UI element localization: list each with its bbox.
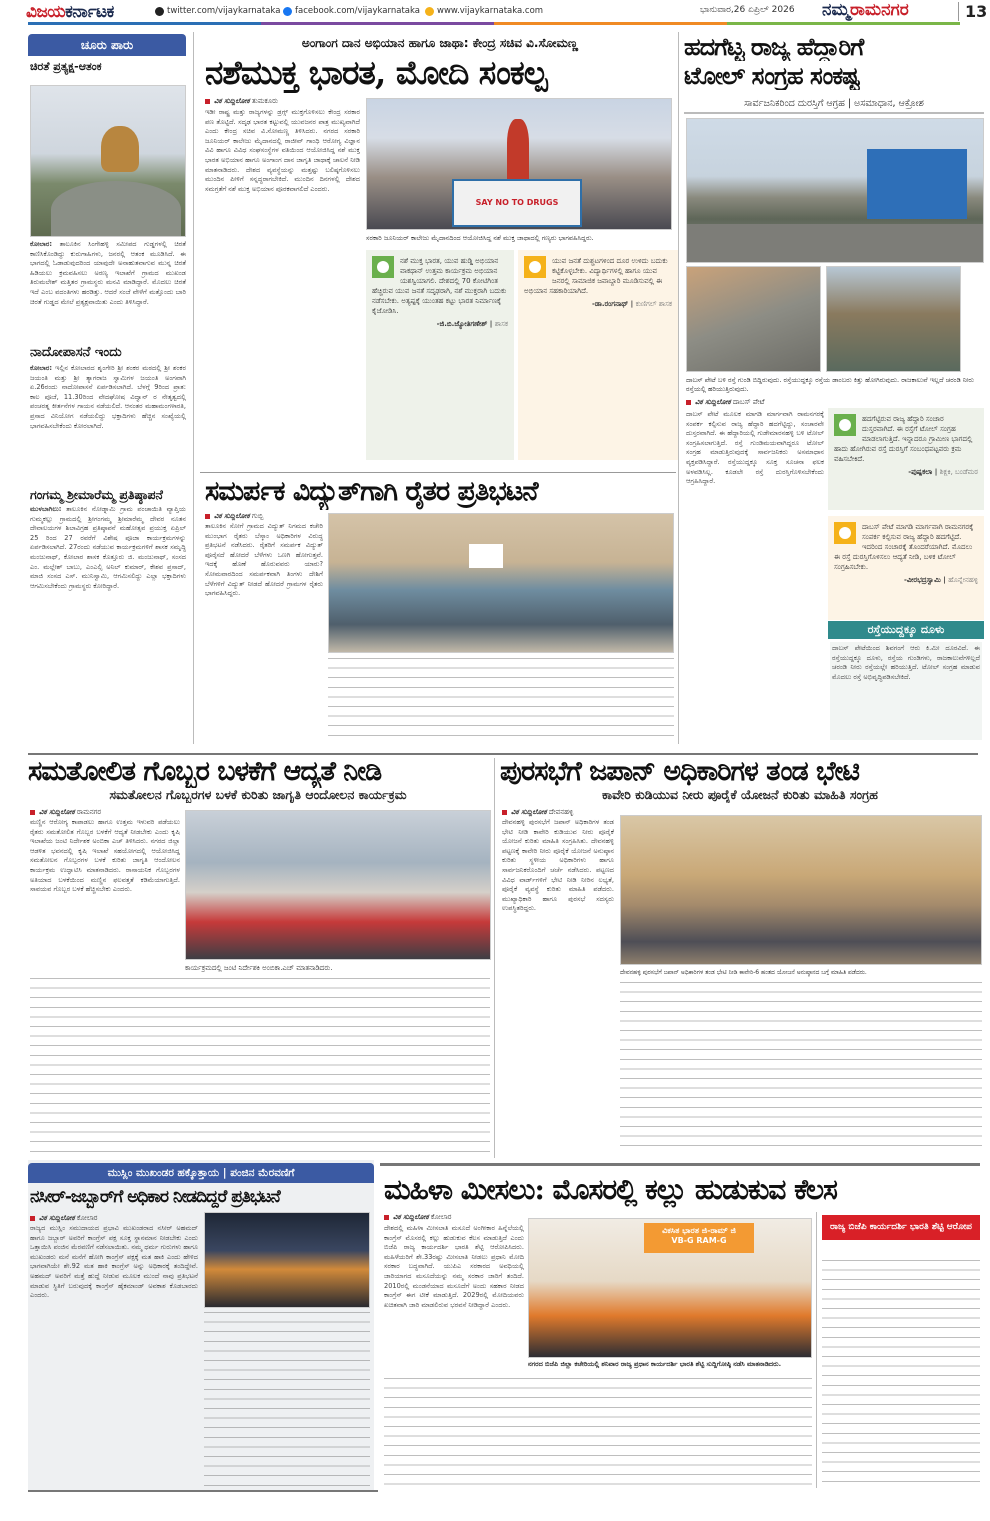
toll-headline-line2[interactable]: ಟೋಲ್ ಸಂಗ್ರಹ ಸಂಕಷ್ಟ <box>684 61 860 90</box>
website-url: www.vijaykarnataka.com <box>437 6 544 16</box>
divider <box>684 112 984 114</box>
byline-source: ವಿಕ ಸುದ್ದಿಲೋಕ <box>39 808 75 816</box>
road <box>687 224 984 263</box>
quote-icon <box>834 414 856 436</box>
section-divider <box>380 1163 980 1166</box>
press-meet-caption: ನಗರದ ಬಿಜೆಪಿ ಜಿಲ್ಲಾ ಕಚೇರಿಯಲ್ಲಿ ಶನಿವಾರ ರಾಜ್ಯ ಪ್ರಧಾನ ಕಾರ್ಯದರ್ಶಿ ಭಾರತಿ ಶೆಟ್ಟಿ ಸುದ್ದಿಗೋಷ್ಠಿ ನಡೆಸಿ ಮಾತನಾಡಿದರು. <box>528 1360 782 1368</box>
nadopasane-text: ಇಲ್ಲಿನ ಕೋಲಾರದ ಶೃಂಗೇರಿ ಶ್ರೀ ಶಂಕರ ಮಠದಲ್ಲಿ ಶ್ರೀ ಶಂಕರ ಜಯಂತಿ ಮತ್ತು ಶ್ರೀ ತ್ಯಾಗರಾಜ ಸ್ವಾಮಿಗಳ ಜಯಂತಿ ಅಂಗವಾಗಿ ಏ.26ರಂದು ನಾದೋಪಾಸನೆ ಏರ್ಪಡಿಸಲಾಗಿದೆ. ಬೆಳಗ್ಗೆ 9ರಿಂದ ಪ್ರಾತ: ಕಾಲ ಪೂಜೆ, 11.30ರಿಂದ ವೇದಘೋಷ ವಿದ್ವಾನ್ ರ ನೇತೃತ್ವದಲ್ಲಿ ಪಂಚರತ್ನ ಕೀರ್ತನೆಗಳ ಗಾಯನ ನಡೆಯಲಿದೆ. ಆನಂತರ ಮಹಾಮಂಗಳಾರತಿ, ಪ್ರಸಾದ ವಿನಿಯೋಗ ನಡೆಯಲಿದ್ದು ಭಕ್ತಾದಿಗಳು ಹೆಚ್ಚಿನ ಸಂಖ್ಯೆಯಲ್ಲಿ ಭಾಗವಹಿಸಬೇಕೆಂದು ಕೋರಲಾಗಿದೆ. <box>30 364 186 430</box>
toll-quote-box-2 <box>828 516 984 620</box>
quote1-author: -ಜಿ.ಬಿ.ಜ್ಯೋತಿಗಣೇಶ್ | ಶಾಸಕ <box>436 320 508 328</box>
toll-byline <box>686 398 764 407</box>
japan-subhead: ಕಾವೇರಿ ಕುಡಿಯುವ ನೀರು ಪೂರೈಕೆ ಯೋಜನೆ ಕುರಿತು ಮಾಹಿತಿ ಸಂಗ್ರಹ <box>602 787 878 802</box>
divider <box>200 472 676 473</box>
quote-icon <box>834 522 856 544</box>
rule-green <box>727 22 960 25</box>
press-meet-photo[interactable] <box>528 1218 812 1358</box>
toll-photo-truck[interactable] <box>686 118 984 263</box>
masthead <box>0 0 990 26</box>
farmers-byline <box>205 512 263 521</box>
lead-photo[interactable] <box>366 98 672 230</box>
nadopasane-body <box>30 364 186 488</box>
toll-body: ದಾಬಸ್ ಪೇಟೆ ಮೂಲಕ ಮಾಗಡಿ ಮಾರ್ಗವಾಗಿ ರಾಮನಗರಕ್ಕೆ ಸಂಪರ್ಕ ಕಲ್ಪಿಸುವ ರಾಜ್ಯ ಹೆದ್ದಾರಿ ಹದಗೆಟ್ಟಿದ್ದು, ಸಂಚಾರವೇ ದುಸ್ತರವಾಗಿದೆ. ಈ ಹೆದ್ದಾರಿಯಲ್ಲಿ ಗುಡೇಮಾರನಹಳ್ಳಿ ಬಳಿ ಟೋಲ್ ಸಂಗ್ರಹಿಸಲಾಗುತ್ತಿದೆ. ರಸ್ತೆ ಗುಂಡಿಮಯವಾಗಿದ್ದರೂ ಟೋಲ್ ಸಂಗ್ರಹ ಮಾಡುತ್ತಿರುವುದಕ್ಕೆ ಸಾರ್ವಜನಿಕರು ಅಸಮಾಧಾನ ವ್ಯಕ್ತಪಡಿಸಿದ್ದಾರೆ. ರಸ್ತೆಯುದ್ದಕ್ಕೂ ಸೂಕ್ತ ಸೂಚನಾ ಫಲಕ ಅಳವಡಿಸಿಲ್ಲ. ಕೂಡಲೇ ರಸ್ತೆ ದುರಸ್ತಿಗೊಳಿಸಬೇಕೆಂದು ಆಗ್ರಹಿಸಿದ್ದಾರೆ. <box>686 410 824 486</box>
edition-name <box>822 0 909 20</box>
quote2-author-name: -ಡಾ.ರಂಗನಾಥ್ <box>591 300 629 308</box>
protest-banner: ಮುಸ್ಲಿಂ ಮುಖಂಡರ ಹಕ್ಕೊತ್ತಾಯ | ಪಂಜಿನ ಮೆರವಣಿಗೆ <box>28 1163 374 1183</box>
viksit-bharat-banner <box>644 1223 754 1253</box>
leopard-text: ತಾಲೂಕಿನ ಸಿಂಗೇಹಳ್ಳಿ ಸಮೀಪದ ಗುಡ್ಡಗಳಲ್ಲಿ ಚಿರತೆ ಕಾಣಿಸಿಕೊಂಡಿದ್ದು ಕುರುಗಾಹಿಗಳು, ಜನರಲ್ಲಿ ಆತಂಕ ಮೂಡಿಸಿದೆ. ಈ ಭಾಗದಲ್ಲಿ ಓಡಾಡುವುದರಿಂದ ಯಾವುದೇ ಅನಾಹುತವಾಗುವ ಮುನ್ನ ಚಿರತೆ ಹಿಡಿಯಲು ಕ್ರಮವಹಿಸಲು ಅರಣ್ಯ ಇಲಾಖೆಗೆ ಗ್ರಾಮದ ಮುಖಂಡ ತಿರುಮಲೇಶ್ ಮತ್ತಿತರ ಗ್ರಾಮಸ್ಥರು ಮನವಿ ಮಾಡಿದ್ದಾರೆ. ಮೊದಲು ಚಿರತೆ ಇದೆ ಎಂಬ ವದಂತಿಗಳು ಹರಡಿತ್ತು. ಆದರೆ ಸಂಜೆ ವೇಳೆಗೆ ಮತ್ತೊಂದು ಬಾರಿ ಚಿರತೆ ಗುಡ್ಡದ ಮೇಲೆ ಪ್ರತ್ಯಕ್ಷವಾಯಿತು ಎಂದು ತಿಳಿಸಿದ್ದಾರೆ. <box>30 240 186 306</box>
japan-body-continued <box>620 982 982 1154</box>
byline-place: ಕೋಲಾರ <box>430 1213 452 1221</box>
toll-photo-road[interactable] <box>686 266 821 372</box>
column-divider <box>494 758 495 1158</box>
gangamma-dateline: ಮುಳಬಾಗಿಲು: <box>30 505 62 513</box>
rule-orange <box>494 22 727 25</box>
section-divider <box>28 753 978 755</box>
manure-photo-caption: ಕಾರ್ಯಕ್ರಮದಲ್ಲಿ ಜಂಟಿ ನಿರ್ದೇಶಕಿ ಅಂಬಿಕಾ.ಎಚ್ ಮಾತನಾಡಿದರು. <box>185 964 333 972</box>
rule-blue <box>28 22 261 25</box>
newspaper-logo[interactable] <box>26 2 114 22</box>
lead-body: ಇಡೀ ರಾಷ್ಟ್ರ ಮತ್ತು ರಾಜ್ಯಗಳನ್ನು ಡ್ರಗ್ಸ್ ಮುಕ್ತಗೊಳಿಸಲು ಕೇಂದ್ರ ಸರಕಾರ ಪಣ ತೊಟ್ಟಿದೆ. ಸದೃಢ ಭಾರತ ಕಟ್ಟುವಲ್ಲಿ ಯುವಜನರ ಪಾತ್ರ ಮುಖ್ಯವಾಗಿದೆ ಎಂದು ಕೇಂದ್ರ ಸಚಿವ ವಿ.ಸೋಮಣ್ಣ ತಿಳಿಸಿದರು. ನಗರದ ಸರಕಾರಿ ಜೂನಿಯರ್ ಕಾಲೇಜು ಮೈದಾನದಲ್ಲಿ ರಾಜೀವ್ ಗಾಂಧಿ ಆರೋಗ್ಯ ವಿಜ್ಞಾನ ವಿವಿ ಹಾಗೂ ವಿವಿಧ ಸಂಘಸಂಸ್ಥೆಗಳ ವತಿಯಿಂದ ಆಯೋಜಿಸಿದ್ದ ನಶೆ ಮುಕ್ತ ಭಾರತ ಅಭಿಯಾನ ಹಾಗೂ ಅಂಗಾಂಗ ದಾನ ಜಾಗೃತಿ ಜಾಥಾಕ್ಕೆ ಚಾಲನೆ ನೀಡಿ ಮಾತನಾಡಿದರು. ದೇಶದ ವ್ಯವಸ್ಥೆಯನ್ನು ಮತ್ತಷ್ಟು ಬಲಿಷ್ಠಗೊಳಿಸಲು ಮುಂದಿನ ಪೀಳಿಗೆ ಸನ್ನದ್ಧರಾಗಬೇಕಿದೆ. ಮುಂದಿನ ದಿನಗಳಲ್ಲಿ ದೇಶದ ಸಮಗ್ರತೆಗೆ ನಶೆ ಮುಕ್ತ ಅಭಿಯಾನ ಪೂರಕವಾಗಲಿದೆ ಎಂದರು. <box>205 108 360 193</box>
saffron-figure <box>507 119 529 179</box>
protest-body: ರಾಜ್ಯದ ಮುಸ್ಲಿಂ ಸಮುದಾಯದ ಪ್ರಭಾವಿ ಮುಖಂಡರಾದ ನಸೀರ್ ಅಹಮದ್ ಹಾಗೂ ಜಬ್ಬಾರ್ ಅವರಿಗೆ ಕಾಂಗ್ರೆಸ್ ಪಕ್ಷ ಸೂಕ್ತ ಸ್ಥಾನಮಾನ ನೀಡಬೇಕು ಎಂದು ಒತ್ತಾಯಿಸಿ ಪಂಜಿನ ಮೆರವಣಿಗೆ ನಡೆಸಲಾಯಿತು. ನಮ್ಮ ಧರ್ಮ ಗುರುಗಳು ಹಾಗೂ ಮುಖಂಡರು ಮನೆ ಮನೆಗೆ ಹೋಗಿ ಕಾಂಗ್ರೆಸ್ ಪಕ್ಷಕ್ಕೆ ಮತ ಹಾಕಿ ಎಂದು ಹೇಳಿದ ಭಾಗವಾಗಿಯೇ ಶೇ.92 ಮತ ಹಾಕಿ ಕಾಂಗ್ರೆಸ್ ಅನ್ನು ಅಧಿಕಾರಕ್ಕೆ ತಂದಿದ್ದೇವೆ. ಅಹಮದ್ ಅವರಿಗೆ ಮತ್ತೆ ಹುದ್ದೆ ನೀಡುವ ಮೂಲಕ ಮುಂದೆ ನಾವು ಪ್ರತಿಭಟನೆ ಮಾಡುವ ಸ್ಥಿತಿಗೆ ಬರುವುದಕ್ಕೆ ಕಾಂಗ್ರೆಸ್ ಹೈಕಮಾಂಡ್ ಅವಕಾಶ ಕೊಡಬಾರದು ಎಂದರು. <box>30 1224 198 1300</box>
byline-source: ವಿಕ ಸುದ್ದಿಲೋಕ <box>39 1214 75 1222</box>
column-divider <box>193 32 194 744</box>
toll-quote1-text: ಹದಗೆಟ್ಟಿರುವ ರಾಜ್ಯ ಹೆದ್ದಾರಿ ಸಂಚಾರ ದುಸ್ತರವಾಗಿದೆ. ಈ ರಸ್ತೆಗೆ ಟೋಲ್ ಸಂಗ್ರಹ ಮಾಡಲಾಗುತ್ತಿದೆ. ಇನ್ನಾದರೂ ಗ್ರಾಮೀಣ ಭಾಗದಲ್ಲಿ ಹಾದು ಹೋಗಿರುವ ರಸ್ತೆ ದುರಸ್ತಿಗೆ ಸಂಬಂಧಪಟ್ಟವರು ಕ್ರಮ ವಹಿಸಬೇಕಿದೆ. <box>834 415 973 463</box>
byline-source: ವಿಕ ಸುದ್ದಿಲೋಕ <box>214 512 250 520</box>
quote-icon <box>524 256 546 278</box>
quote2-author-role: ಕುಣಿಗಲ್ ಶಾಸಕ <box>635 300 672 308</box>
toll-quote2-author-role: ಹೊನ್ನೇನಹಳ್ಳಿ <box>948 576 978 584</box>
twitter-icon <box>155 7 164 16</box>
toll-quote1-author-name: -ಪುಷ್ಪಕಲಾ <box>908 468 933 476</box>
lead-photo-caption: ಸರಕಾರಿ ಜೂನಿಯರ್ ಕಾಲೇಜು ಮೈದಾನದಿಂದ ಆಯೋಜಿಸಿದ್ದ ನಶೆ ಮುಕ್ತ ಜಾಥಾದಲ್ಲಿ ಗಣ್ಯರು ಭಾಗವಹಿಸಿದ್ದರು. <box>366 234 594 242</box>
toll-quote2-author-name: -ವೀರಭದ್ರಸ್ವಾಮಿ <box>903 576 941 584</box>
nadopasane-headline[interactable]: ನಾದೋಪಾಸನೆ ಇಂದು <box>30 345 122 360</box>
protest-headline[interactable]: ನಸೀರ್-ಜಬ್ಬಾರ್‌ಗೆ ಅಧಿಕಾರ ನೀಡದಿದ್ದರೆ ಪ್ರತಿಭಟನೆ <box>30 1187 280 1207</box>
byline-source: ವಿಕ ಸುದ್ದಿಲೋಕ <box>393 1213 429 1221</box>
memorandum-paper <box>469 544 503 568</box>
edition-part2: ರಾಮನಗರ <box>849 0 909 20</box>
accusation-red-box: ರಾಜ್ಯ ಬಿಜೆಪಿ ಕಾರ್ಯದರ್ಶಿ ಭಾರತಿ ಶೆಟ್ಟಿ ಆರೋಪ <box>822 1215 980 1240</box>
toll-photo-caption: ದಾಬಸ್ ಪೇಟೆ ಬಳಿ ರಸ್ತೆ ಗುಂಡಿ ಬಿದ್ದಿರುವುದು. ರಸ್ತೆಯುದ್ದಕ್ಕೂ ರಸ್ತೆಯ ಡಾಂಬರು ಕಿತ್ತು ಹೋಗಿರುವುದು. ರಾಜಕಾಲುವೆ ಇಲ್ಲದೆ ಚರಂಡಿ ನೀರು ರಸ್ತೆಯಲ್ಲಿ ಹರಿಯುತ್ತಿರುವುದು. <box>686 376 975 393</box>
japan-headline[interactable]: ಪುರಸಭೆಗೆ ಜಪಾನ್ ಅಧಿಕಾರಿಗಳ ತಂಡ ಭೇಟಿ <box>500 756 859 787</box>
nadopasane-dateline: ಕೋಲಾರ: <box>30 364 53 372</box>
byline-source: ವಿಕ ಸುದ್ದಿಲೋಕ <box>695 398 731 406</box>
toll-photo-drain[interactable] <box>826 266 961 372</box>
farmers-headline[interactable]: ಸಮರ್ಪಕ ವಿದ್ಯುತ್‌ಗಾಗಿ ರೈತರ ಪ್ರತಿಭಟನೆ <box>205 476 538 507</box>
facebook-link[interactable] <box>283 6 420 16</box>
dust-box-title: ರಸ್ತೆಯುದ್ದಕ್ಕೂ ದೂಳು <box>828 621 984 639</box>
logo-part2: ಕರ್ನಾಟಕ <box>65 2 114 22</box>
quote-icon <box>372 256 394 278</box>
women-byline <box>384 1213 452 1222</box>
truck <box>867 149 967 219</box>
rule-purple <box>261 22 494 25</box>
lead-byline <box>205 97 278 106</box>
section-banner-churu-paru: ಚೂರು ಪಾರು <box>28 34 186 56</box>
women-sidebar-text <box>822 1260 980 1488</box>
lead-kicker: ಅಂಗಾಂಗ ದಾನ ಅಭಿಯಾನ ಹಾಗೂ ಜಾಥಾ: ಕೇಂದ್ರ ಸಚಿವ ವಿ.ಸೋಮಣ್ಣ <box>301 36 579 50</box>
women-body: ದೇಶದಲ್ಲಿ ಮಹಿಳಾ ಮೀಸಲಾತಿ ಮಸೂದೆ ಅಂಗೀಕಾರ ಹಿನ್ನೆಲೆಯಲ್ಲಿ ಕಾಂಗ್ರೆಸ್ ಮೊಸರಲ್ಲಿ ಕಲ್ಲು ಹುಡುಕುವ ಕೆಲಸ ಮಾಡುತ್ತಿದೆ ಎಂದು ಬಿಜೆಪಿ ರಾಜ್ಯ ಕಾರ್ಯದರ್ಶಿ ಭಾರತಿ ಶೆಟ್ಟಿ ಆರೋಪಿಸಿದರು. ಮಹಿಳೆಯರಿಗೆ ಶೇ.33ರಷ್ಟು ಮೀಸಲಾತಿ ನೀಡಲು ಪ್ರಧಾನಿ ಮೋದಿ ಸರಕಾರ ಬದ್ಧವಾಗಿದೆ. ಯುಪಿಎ ಸರಕಾರದ ಅವಧಿಯಲ್ಲಿ ಜಾರಿಯಾಗದ ಮಸೂದೆಯನ್ನು ನಮ್ಮ ಸರಕಾರ ಜಾರಿಗೆ ತಂದಿದೆ. 2010ರಲ್ಲಿ ಮಂಡನೆಯಾದ ಮಸೂದೆಗೆ ಅಂದು ಸಹಕಾರ ನೀಡದ ಕಾಂಗ್ರೆಸ್ ಈಗ ಟೀಕೆ ಮಾಡುತ್ತಿದೆ. 2029ರಲ್ಲಿ ಮೋದಿಯವರು ಖಚಿತವಾಗಿ ಜಾರಿ ಮಾಡಲಿರುವ ಭರವಸೆ ನೀಡಿದ್ದಾರೆ ಎಂದರು. <box>384 1224 524 1309</box>
viksit-bharat-kannada: ವಿಕಸಿತ ಭಾರತ ಜಿ-ರಾಮ್ ಜಿ <box>662 1226 736 1235</box>
dust-box-body: ದಾಬಸ್ ಪೇಟೆಯಿಂದ ಶಿವಗಂಗೆ ಆರು ಕಿ.ಮೀ ದೂರವಿದೆ. ಈ ರಸ್ತೆಯುದ್ದಕ್ಕೂ ದೂಳು, ರಸ್ತೆಯ ಗುಂಡಿಗಳು, ರಾಜಕಾಲುವೆಗಳಿಲ್ಲದೆ ಚರಂಡಿ ನೀರು ರಸ್ತೆಯಲ್ಲೇ ಹರಿಯುತ್ತಿದೆ. ಟೋಲ್ ಸಂಗ್ರಹ ಮಾಡುವ ಮೊದಲು ರಸ್ತೆ ಅಭಿವೃದ್ಧಿಪಡಿಸಬೇಕಿದೆ. <box>830 642 982 740</box>
rock <box>51 181 181 237</box>
quote1-text: ನಶೆ ಮುಕ್ತ ಭಾರತ, ಯುವ ಹುಡ್ಡಿ ಅಭಿಯಾನ ವಾಕಥಾನ್ ಉತ್ತಮ ಕಾರ್ಯಕ್ರಮ ಅಭಿಯಾನ ಯಶಸ್ವಿಯಾಗಲಿ. ದೇಶದಲ್ಲಿ 70 ಕೋಟಿಗಿಂತ ಹೆಚ್ಚಿರುವ ಯುವ ಜನತೆ ಸದೃಢರಾಗಿ, ನಶೆ ಮುಕ್ತರಾಗಿ ಬದುಕು ನಡೆಸಬೇಕು. ಅತ್ಯಷ್ಟಕ್ಕೆ ಯುಂತಹ ಕಟ್ಟು ಭಾರತ ನಿರ್ಮಾಣಕ್ಕೆ ಕೈಜೋಡಿಸಿ. <box>372 257 507 315</box>
toll-quote1-author: -ಪುಷ್ಪಕಲಾ | ಶಿಕ್ಷಕಿ, ಬಂಡೆಮಠ <box>908 468 978 476</box>
byline-place: ಕೋಲಾರ <box>76 1214 98 1222</box>
byline-source: ವಿಕ ಸುದ್ದಿಲೋಕ <box>214 97 250 105</box>
byline-place: ತುಮಕೂರು <box>251 97 279 105</box>
farmers-photo[interactable] <box>328 513 674 653</box>
viksit-bharat-english: VB-G RAM-G <box>671 1236 727 1245</box>
farmers-body: ತಾಲೂಕಿನ ಸೋಗೆ ಗ್ರಾಮದ ವಿದ್ಯುತ್ ನಿಗಮದ ಕಚೇರಿ ಮುಂಭಾಗ ರೈತರು ಬೆಸ್ಕಾಂ ಅಧಿಕಾರಿಗಳ ವಿರುದ್ಧ ಪ್ರತಿಭಟನೆ ನಡೆಸಿದರು. ರೈತರಿಗೆ ಸಮರ್ಪಕ ವಿದ್ಯುತ್ ಪೂರೈಸದೆ ಹೋದರೆ ಬೆಳೆಗಳು ಒಣಗಿ ಹೋಗುತ್ತವೆ. ಇದಕ್ಕೆ ಹೊಣೆ ಹೊರುವವರು ಯಾರು? ಸೋಮವಾರದಿಂದ ಸಮರ್ಪಕವಾಗಿ ತಿಂಗಳು ದೇಶಿಗೆ ಬೆಳೆಗಳಿಗೆ ವಿದ್ಯುತ್ ನೀಡದೆ ಹೋದರೆ ಗ್ರಾಮಗಳ ರೈತರು ಭಾಗವಹಿಸಿದ್ದರು. <box>205 522 323 598</box>
page-number: 13 <box>958 2 987 21</box>
website-link[interactable] <box>425 6 543 16</box>
leopard-dateline: ಕೋಲಾರ: <box>30 240 53 248</box>
japan-photo[interactable] <box>620 815 982 965</box>
protest-byline <box>30 1214 98 1223</box>
toll-headline-line1[interactable]: ಹದಗೆಟ್ಟ ರಾಜ್ಯ ಹೆದ್ದಾರಿಗೆ <box>684 32 864 61</box>
farmers-body-continued <box>328 658 674 744</box>
japan-byline <box>502 808 573 817</box>
issue-date: ಭಾನುವಾರ,26 ಏಪ್ರಿಲ್ 2026 <box>700 5 795 15</box>
quote2-text: ಯುವ ಜನತೆ ದುಶ್ಚಟಗಳಿಂದ ದೂರ ಉಳಿದು ಬದುಕು ಕಟ್ಟಿಕೊಳ್ಳಬೇಕು. ವಿದ್ಯಾರ್ಥಿಗಳಲ್ಲಿ ಹಾಗೂ ಯುವ ಜನರಲ್ಲಿ ಸಾಮಾಜಿಕ ಜವಾಬ್ದಾರಿ ಮೂಡಿಸುವಲ್ಲಿ ಈ ಅಭಿಯಾನ ಸಹಕಾರಿಯಾಗಿದೆ. <box>524 257 668 295</box>
column-divider <box>678 32 679 744</box>
manure-headline[interactable]: ಸಮತೋಲಿತ ಗೊಬ್ಬರ ಬಳಕೆಗೆ ಆದ್ಯತೆ ನೀಡಿ <box>28 756 382 787</box>
women-body-continued <box>384 1378 812 1488</box>
leopard-headline[interactable]: ಚಿರತೆ ಪ್ರತ್ಯಕ್ಷ-ಆತಂಕ <box>30 60 102 73</box>
edition-part1: ನಮ್ಮ <box>822 0 850 20</box>
facebook-handle: facebook.com/vijaykarnataka <box>295 6 420 16</box>
byline-place: ಗುಬ್ಬಿ <box>251 512 264 520</box>
photo-banner: SAY NO TO DRUGS <box>452 179 582 227</box>
quote-box-1 <box>366 250 514 460</box>
section-divider <box>28 1490 378 1492</box>
gangamma-text: ತಾಲೂಕಿನ ನೋಡ್ನಾಮಿ ಗ್ರಾಮ ಪಂಚಾಯಿತಿ ವ್ಯಾಪ್ತಿಯ ಗುಮ್ಮಕಲ್ಲು ಗ್ರಾಮದಲ್ಲಿ ಶ್ರೀಗಂಗಮ್ಮ ಶ್ರೀಮಾರೆಮ್ಮ ದೇವರ ನೂತನ ದೇವಾಲಯಗಳ ಶಿಲಾವಿಗ್ರಹ ಪ್ರತಿಷ್ಠಾಪನೆ ಮಹೋತ್ಸವ ಪ್ರಯುಕ್ತ ಏಪ್ರಿಲ್ 25 ರಿಂದ 27 ರವರೆಗೆ ವಿಶೇಷ ಪೂಜಾ ಕಾರ್ಯಕ್ರಮಗಳನ್ನು ಏರ್ಪಡಿಸಲಾಗಿದೆ. 27ರಂದು ನಡೆಯುವ ಕಾರ್ಯಕ್ರಮಗಳಿಗೆ ಶಾಸಕ ಸಮೃದ್ಧಿ ಮಂಜುನಾಥ್, ಕೋಲಾರ ಶಾಸಕ ಕೊತ್ತೂರು ಜಿ. ಮಂಜುನಾಥ್, ಸಂಸದ ಎಂ. ಮಲ್ಲೇಶ್ ಬಾಬು, ಎಂಎಲ್ಸಿ ಅನಿಲ್ ಕುಮಾರ್, ಕೇಶವ ಪ್ರಸಾದ್, ಮಾಜಿ ಸಂಸದ ಎಸ್. ಮುನಿಸ್ವಾಮಿ, ಆಗಮಿಸಲಿದ್ದು ಎಲ್ಲಾ ಭಕ್ತಾದಿಗಳು ಆಗಮಿಸಬೇಕೆಂದು ಗ್ರಾಮಸ್ಥರು ಕೋರಿದ್ದಾರೆ. <box>30 505 186 590</box>
byline-place: ರಾಮನಗರ <box>76 808 102 816</box>
quote1-author-role: ಶಾಸಕ <box>494 320 508 328</box>
leopard-body <box>30 240 186 346</box>
byline-place: ದೇವನಹಳ್ಳಿ <box>548 808 574 816</box>
toll-quote2-text: ದಾಬಸ್ ಪೇಟೆ ಮಾಗಡಿ ಮಾರ್ಗವಾಗಿ ರಾಮನಗರಕ್ಕೆ ಸಂಪರ್ಕ ಕಲ್ಪಿಸುವ ರಾಜ್ಯ ಹೆದ್ದಾರಿ ಹದಗೆಟ್ಟಿದೆ. ಇದರಿಂದ ಸಂಚಾರಕ್ಕೆ ತೊಂದರೆಯಾಗಿದೆ. ಮೊದಲು ಈ ರಸ್ತೆ ದುರಸ್ತಿಗೊಳಿಸಲು ಆದ್ಯತೆ ನೀಡಿ, ಬಳಿಕ ಟೋಲ್ ಸಂಗ್ರಹಿಸಬೇಕು. <box>834 523 974 571</box>
toll-quote-box-1 <box>828 408 984 510</box>
toll-quote1-author-role: ಶಿಕ್ಷಕಿ, ಬಂಡೆಮಠ <box>939 468 978 476</box>
twitter-handle: twitter.com/vijaykarnataka <box>167 6 281 16</box>
quote2-author: -ಡಾ.ರಂಗನಾಥ್ | ಕುಣಿಗಲ್ ಶಾಸಕ <box>591 300 672 308</box>
globe-icon <box>425 7 434 16</box>
toll-quote2-author: -ವೀರಭದ್ರಸ್ವಾಮಿ | ಹೊನ್ನೇನಹಳ್ಳಿ <box>903 576 978 584</box>
manure-byline <box>30 808 101 817</box>
twitter-link[interactable] <box>155 6 280 16</box>
quote1-author-name: -ಜಿ.ಬಿ.ಜ್ಯೋತಿಗಣೇಶ್ <box>436 320 488 328</box>
manure-photo[interactable] <box>185 810 491 960</box>
torch-rally-photo[interactable] <box>204 1212 370 1308</box>
women-headline[interactable]: ಮಹಿಳಾ ಮೀಸಲು: ಮೊಸರಲ್ಲಿ ಕಲ್ಲು ಹುಡುಕುವ ಕೆಲಸ <box>384 1173 837 1206</box>
manure-body: ಮಣ್ಣಿನ ಆರೋಗ್ಯ ಕಾಪಾಡಲು ಹಾಗೂ ಉತ್ತಮ ಇಳುವರಿ ಪಡೆಯಲು ರೈತರು ಸಮತೋಲಿತ ಗೊಬ್ಬರ ಬಳಕೆಗೆ ಆದ್ಯತೆ ನೀಡಬೇಕು ಎಂದು ಕೃಷಿ ಇಲಾಖೆಯ ಜಂಟಿ ನಿರ್ದೇಶಕ ಅಂಬಿಕಾ ಎಚ್ ತಿಳಿಸಿದರು. ನಗರದ ಜಿಲ್ಲಾ ಆಡಳಿತ ಭವನದಲ್ಲಿ ಕೃಷಿ ಇಲಾಖೆ ಸಹಯೋಗದಲ್ಲಿ ಆಯೋಜಿಸಿದ್ದ ಸಮತೋಲನ ಗೊಬ್ಬರಗಳ ಬಳಕೆ ಕುರಿತು ಜಾಗೃತಿ ಆಂದೋಲನ ಕಾರ್ಯಕ್ರಮ ಉದ್ಘಾಟಿಸಿ ಮಾತನಾಡಿದರು. ರಾಸಾಯನಿಕ ಗೊಬ್ಬರಗಳ ಅತಿಯಾದ ಬಳಕೆಯಿಂದ ಮಣ್ಣಿನ ಫಲವತ್ತತೆ ಕಡಿಮೆಯಾಗುತ್ತಿದೆ. ಸಾವಯವ ಗೊಬ್ಬರ ಬಳಕೆ ಹೆಚ್ಚಿಸಬೇಕು ಎಂದರು. <box>30 818 180 894</box>
leopard-photo[interactable] <box>30 85 186 237</box>
quote-box-2 <box>518 250 678 460</box>
protest-body-continued <box>204 1312 370 1486</box>
toll-subhead: ಸಾರ್ವಜನಿಕರಿಂದ ದುರಸ್ತಿಗೆ ಆಗ್ರಹ | ಅಸಮಾಧಾನ, ಆಕ್ರೋಶ <box>744 98 924 109</box>
facebook-icon <box>283 7 292 16</box>
column-divider <box>816 1212 817 1488</box>
manure-body-continued <box>30 978 490 1154</box>
japan-photo-caption: ದೇವನಹಳ್ಳಿ ಪುರಸಭೆಗೆ ಜಪಾನ್ ಅಧಿಕಾರಿಗಳ ತಂಡ ಭೇಟಿ ನೀಡಿ ಕಾವೇರಿ-6 ಹಂತದ ಯೋಜನೆ ಅನುಷ್ಠಾನದ ಬಗ್ಗೆ ಮಾಹಿತಿ ಪಡೆದರು. <box>620 969 867 976</box>
japan-body: ದೇವನಹಳ್ಳಿ ಪುರಸಭೆಗೆ ಜಪಾನ್ ಅಧಿಕಾರಿಗಳ ತಂಡ ಭೇಟಿ ನೀಡಿ ಕಾವೇರಿ ಕುಡಿಯುವ ನೀರು ಪೂರೈಕೆ ಯೋಜನೆ ಕುರಿತು ಮಾಹಿತಿ ಸಂಗ್ರಹಿಸಿತು. ದೇವನಹಳ್ಳಿ ಪಟ್ಟಣಕ್ಕೆ ಕಾವೇರಿ ನೀರು ಪೂರೈಕೆ ಯೋಜನೆ ಅನುಷ್ಠಾನ ಕುರಿತು ಸ್ಥಳೀಯ ಅಧಿಕಾರಿಗಳು ಹಾಗೂ ಸಾರ್ವಜನಿಕರೊಂದಿಗೆ ಚರ್ಚೆ ನಡೆಸಿದರು. ಪಟ್ಟಣದ ವಿವಿಧ ವಾರ್ಡ್‌ಗಳಿಗೆ ಭೇಟಿ ನೀಡಿ ನೀರಿನ ಲಭ್ಯತೆ, ಪೂರೈಕೆ ವ್ಯವಸ್ಥೆ ಕುರಿತು ಮಾಹಿತಿ ಪಡೆದರು. ಮುಖ್ಯಾಧಿಕಾರಿ ಹಾಗೂ ಪುರಸಭೆ ಸದಸ್ಯರು ಉಪಸ್ಥಿತರಿದ್ದರು. <box>502 818 614 913</box>
byline-place: ದಾಬಸ್ ಪೇಟೆ <box>732 398 765 406</box>
manure-subhead: ಸಮತೋಲನ ಗೊಬ್ಬರಗಳ ಬಳಕೆ ಕುರಿತು ಜಾಗೃತಿ ಆಂದೋಲನ ಕಾರ್ಯಕ್ರಮ <box>109 787 407 802</box>
lead-headline[interactable]: ನಶೆಮುಕ್ತ ಭಾರತ, ಮೋದಿ ಸಂಕಲ್ಪ <box>205 53 547 92</box>
gangamma-body <box>30 505 186 735</box>
leopard-figure <box>101 126 139 172</box>
byline-source: ವಿಕ ಸುದ್ದಿಲೋಕ <box>511 808 547 816</box>
logo-part1: ವಿಜಯ <box>26 2 66 22</box>
gangamma-headline[interactable]: ಗಂಗಮ್ಮ ಶ್ರೀಮಾರೆಮ್ಮ ಪ್ರತಿಷ್ಠಾಪನೆ <box>30 487 163 502</box>
